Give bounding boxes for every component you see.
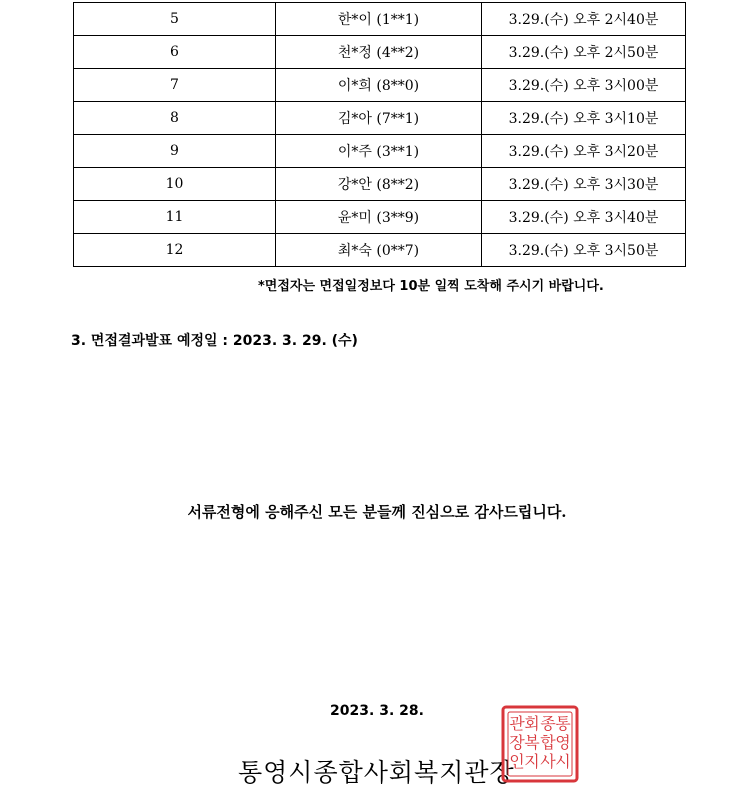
interview-time: 3.29.(수) 오후 2시40분 xyxy=(482,3,686,36)
seal-glyph: 지 xyxy=(524,752,540,771)
table-row xyxy=(74,201,686,234)
table-row xyxy=(74,102,686,135)
applicant-name: 한*이 (1**1) xyxy=(276,3,482,36)
table-row xyxy=(74,168,686,201)
table-row xyxy=(74,69,686,102)
row-number: 9 xyxy=(74,135,276,168)
seal-glyph: 영 xyxy=(555,733,571,752)
seal-glyph: 종 xyxy=(540,714,556,733)
interview-time: 3.29.(수) 오후 3시00분 xyxy=(482,69,686,102)
interview-time: 3.29.(수) 오후 3시40분 xyxy=(482,201,686,234)
seal-glyph: 장 xyxy=(509,733,525,752)
arrival-note: *면접자는 면접일정보다 10분 일찍 도착해 주시기 바랍니다. xyxy=(258,279,604,294)
seal-glyph: 인 xyxy=(509,752,525,771)
interview-time: 3.29.(수) 오후 3시30분 xyxy=(482,168,686,201)
interview-time: 3.29.(수) 오후 2시50분 xyxy=(482,36,686,69)
seal-glyph: 회 xyxy=(524,714,540,733)
applicant-name: 윤*미 (3**9) xyxy=(276,201,482,234)
table-row xyxy=(74,234,686,267)
applicant-name: 천*정 (4**2) xyxy=(276,36,482,69)
applicant-name: 이*희 (8**0) xyxy=(276,69,482,102)
interview-time: 3.29.(수) 오후 3시20분 xyxy=(482,135,686,168)
interview-time: 3.29.(수) 오후 3시50분 xyxy=(482,234,686,267)
row-number: 11 xyxy=(74,201,276,234)
result-announcement-date: 3. 면접결과발표 예정일 : 2023. 3. 29. (수) xyxy=(71,333,358,349)
row-number: 5 xyxy=(74,3,276,36)
row-number: 10 xyxy=(74,168,276,201)
official-seal-stamp xyxy=(500,704,580,784)
thanks-message: 서류전형에 응해주신 모든 분들께 진심으로 감사드립니다. xyxy=(187,503,567,521)
table-row xyxy=(74,3,686,36)
issue-date: 2023. 3. 28. xyxy=(330,703,424,719)
interview-time: 3.29.(수) 오후 3시10분 xyxy=(482,102,686,135)
row-number: 7 xyxy=(74,69,276,102)
seal-glyph: 복 xyxy=(524,733,540,752)
applicant-name: 김*아 (7**1) xyxy=(276,102,482,135)
seal-glyph: 시 xyxy=(555,752,571,771)
interview-schedule-table xyxy=(73,2,686,267)
seal-glyph: 통 xyxy=(555,714,571,733)
issuer-name: 통영시종합사회복지관장 xyxy=(238,758,515,787)
applicant-name: 이*주 (3**1) xyxy=(276,135,482,168)
seal-glyph: 관 xyxy=(509,714,525,733)
applicant-name: 최*숙 (0**7) xyxy=(276,234,482,267)
seal-lettering xyxy=(509,714,571,771)
seal-glyph: 사 xyxy=(540,752,556,771)
applicant-name: 강*안 (8**2) xyxy=(276,168,482,201)
row-number: 8 xyxy=(74,102,276,135)
row-number: 12 xyxy=(74,234,276,267)
table-row xyxy=(74,36,686,69)
row-number: 6 xyxy=(74,36,276,69)
table-row xyxy=(74,135,686,168)
seal-glyph: 합 xyxy=(540,733,556,752)
